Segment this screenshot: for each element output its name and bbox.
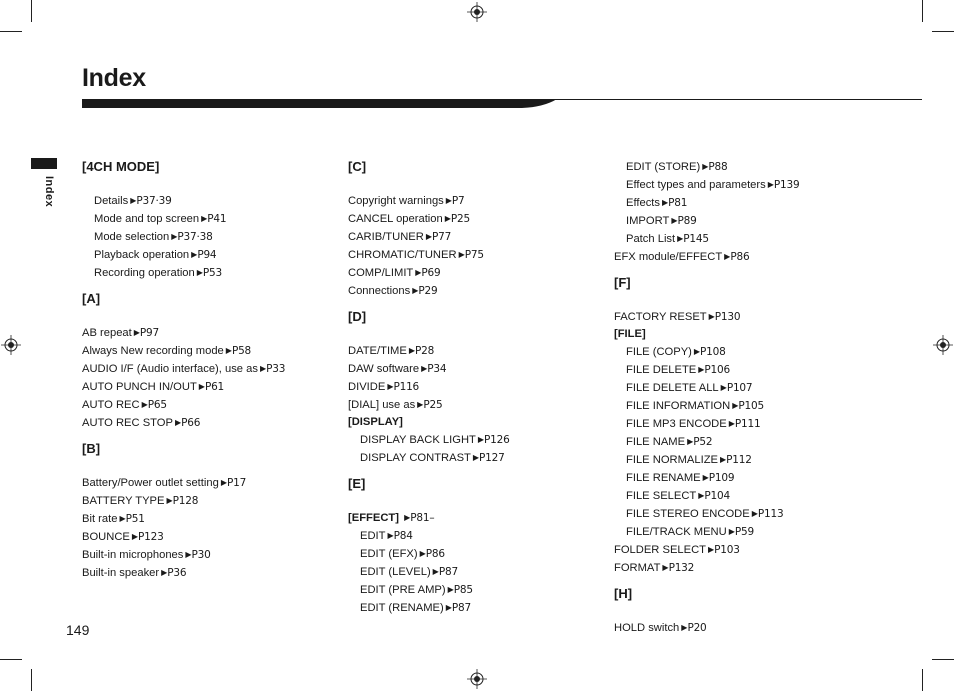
page-arrow-icon: ▶: [432, 567, 439, 576]
index-entry: [614, 194, 799, 212]
page-arrow-icon: ▶: [708, 545, 715, 554]
index-entry: [614, 505, 799, 523]
index-entry-label: AB repeat: [82, 327, 132, 339]
index-entry-label: [FILE]: [614, 328, 646, 340]
index-entry-label: FILE DELETE: [626, 364, 697, 376]
page-arrow-icon: ▶: [412, 286, 419, 295]
spacer: [82, 307, 285, 324]
index-entry-label: Bit rate: [82, 513, 118, 525]
index-entry-label: EDIT (RENAME): [360, 602, 444, 614]
spacer: [348, 492, 510, 509]
page-reference[interactable]: P77: [432, 231, 452, 243]
index-entry-label: [EFFECT]: [348, 512, 399, 524]
page-reference[interactable]: P20: [687, 622, 707, 634]
index-entry-label: CARIB/TUNER: [348, 231, 424, 243]
index-entry: [348, 192, 510, 210]
page-reference[interactable]: P53: [202, 267, 223, 279]
index-entry: [614, 230, 799, 248]
index-entry: [348, 228, 510, 246]
page-arrow-icon: ▶: [671, 216, 678, 225]
page-reference[interactable]: P112: [726, 454, 752, 466]
index-entry-label: COMP/LIMIT: [348, 267, 414, 279]
page-arrow-icon: ▶: [732, 401, 739, 410]
page-arrow-icon: ▶: [131, 532, 139, 541]
page-reference[interactable]: P145: [683, 233, 709, 245]
index-entry-label: FORMAT: [614, 562, 661, 574]
page-arrow-icon: ▶: [677, 234, 684, 243]
registration-mark-icon: [933, 335, 953, 355]
section-heading: [4CH MODE]: [82, 159, 160, 174]
index-entry: [348, 246, 510, 264]
index-entry-label: FILE NORMALIZE: [626, 454, 719, 466]
index-entry: [82, 474, 285, 492]
index-entry-label: Details: [94, 195, 129, 207]
index-entry-label: EDIT (EFX): [360, 548, 418, 560]
index-entry: [82, 378, 285, 396]
page-arrow-icon: ▶: [220, 478, 227, 487]
page-reference[interactable]: P28: [415, 345, 435, 357]
index-entry-label: BOUNCE: [82, 531, 130, 543]
page-arrow-icon: ▶: [185, 550, 192, 559]
index-entry-label: [DIAL] use as: [348, 399, 416, 411]
page-reference[interactable]: P59: [734, 526, 754, 538]
page-arrow-icon: ▶: [708, 312, 715, 321]
index-entry: [614, 212, 799, 230]
page-arrow-icon: ▶: [702, 162, 709, 171]
index-entry: [82, 528, 285, 546]
page-reference[interactable]: P108: [700, 346, 726, 358]
index-entry-label: DAW software: [348, 363, 420, 375]
section-heading: [E]: [348, 476, 366, 491]
page-arrow-icon: ▶: [728, 527, 735, 536]
index-entry-label: EDIT (PRE AMP): [360, 584, 446, 596]
page-reference[interactable]: P84: [393, 530, 413, 542]
page-arrow-icon: ▶: [477, 435, 485, 444]
page-reference[interactable]: P66: [181, 417, 201, 429]
index-entry-label: [DISPLAY]: [348, 416, 403, 428]
page-arrow-icon: ▶: [662, 563, 669, 572]
index-entry: [82, 324, 285, 342]
page-arrow-icon: ▶: [767, 180, 774, 189]
spacer: [82, 457, 285, 474]
index-entry-label: Recording operation: [94, 267, 195, 279]
page-arrow-icon: ▶: [387, 531, 394, 540]
index-entry-label: Effect types and parameters: [626, 179, 766, 191]
index-column-1: [82, 158, 285, 582]
page-reference[interactable]: P94: [197, 249, 217, 261]
index-entry: [348, 282, 510, 300]
index-entry: [82, 342, 285, 360]
index-entry: [348, 509, 510, 527]
index-entry-label: DISPLAY CONTRAST: [360, 452, 471, 464]
page-reference[interactable]: P29: [418, 285, 438, 297]
index-entry: [348, 414, 510, 431]
index-entry: [614, 379, 799, 397]
crop-mark: [932, 659, 954, 660]
index-entry-label: Playback operation: [94, 249, 190, 261]
page-arrow-icon: ▶: [698, 491, 705, 500]
page-reference[interactable]: P17: [226, 477, 247, 489]
index-entry-label: FILE (COPY): [626, 346, 692, 358]
page-arrow-icon: ▶: [447, 585, 454, 594]
page-reference[interactable]: P69: [421, 267, 441, 279]
index-entry-label: Copyright warnings: [348, 195, 444, 207]
registration-mark-icon: [1, 335, 21, 355]
page-arrow-icon: ▶: [702, 473, 709, 482]
page-arrow-icon: ▶: [687, 437, 694, 446]
page-reference[interactable]: P25: [423, 399, 443, 411]
index-entry-label: FACTORY RESET: [614, 311, 707, 323]
page-arrow-icon: ▶: [419, 549, 426, 558]
page-reference[interactable]: P104: [704, 490, 730, 502]
spacer: [348, 300, 510, 308]
spacer: [348, 325, 510, 342]
index-entry: [614, 541, 799, 559]
page-reference[interactable]: P37·39: [136, 195, 172, 207]
index-entry-label: Patch List: [626, 233, 676, 245]
index-entry: [82, 210, 285, 228]
index-entry-label: Effects: [626, 197, 660, 209]
page-arrow-icon: ▶: [662, 198, 669, 207]
spacer: [348, 467, 510, 475]
section-heading: [H]: [614, 586, 633, 601]
crop-mark: [922, 669, 923, 691]
index-entry: [614, 487, 799, 505]
page-arrow-icon: ▶: [698, 365, 705, 374]
page-reference[interactable]: P75: [464, 249, 484, 261]
crop-mark: [0, 31, 22, 32]
spacer: [614, 602, 799, 619]
page-arrow-icon: ▶: [724, 252, 731, 261]
page-arrow-icon: ▶: [720, 455, 727, 464]
page-arrow-icon: ▶: [425, 232, 432, 241]
page-arrow-icon: ▶: [404, 513, 411, 522]
spacer: [82, 432, 285, 440]
index-entry-label: EFX module/EFFECT: [614, 251, 723, 263]
page-reference[interactable]: P41: [207, 213, 227, 225]
index-entry-label: Mode and top screen: [94, 213, 200, 225]
index-entry-label: EDIT (LEVEL): [360, 566, 431, 578]
page-reference[interactable]: P111: [734, 418, 761, 430]
page-reference[interactable]: P127: [479, 452, 505, 464]
index-entry-label: FILE STEREO ENCODE: [626, 508, 750, 520]
index-entry: [348, 563, 510, 581]
page-arrow-icon: ▶: [693, 347, 701, 356]
page-reference[interactable]: P130: [714, 311, 741, 323]
page-reference[interactable]: P30: [191, 549, 211, 561]
page-reference[interactable]: P85: [453, 584, 473, 596]
index-entry-label: Built-in microphones: [82, 549, 184, 561]
page-reference[interactable]: P139: [773, 179, 800, 191]
page-arrow-icon: ▶: [119, 514, 126, 523]
spacer: [348, 175, 510, 192]
index-entry: [348, 545, 510, 563]
page-arrow-icon: ▶: [198, 382, 205, 391]
page-reference[interactable]: P34: [427, 363, 447, 375]
index-entry: [614, 308, 799, 326]
index-entry-label: EDIT (STORE): [626, 161, 701, 173]
index-entry-label: HOLD switch: [614, 622, 680, 634]
page-arrow-icon: ▶: [201, 214, 208, 223]
page-reference[interactable]: P103: [714, 544, 740, 556]
index-entry-label: FILE RENAME: [626, 472, 701, 484]
page-reference[interactable]: P123: [138, 531, 164, 543]
index-entry: [348, 449, 510, 467]
index-entry: [82, 546, 285, 564]
index-entry-label: IMPORT: [626, 215, 670, 227]
index-entry-label: EDIT: [360, 530, 386, 542]
index-entry-label: AUDIO I/F (Audio interface), use as: [82, 363, 258, 375]
page-reference[interactable]: P81–: [410, 512, 435, 524]
index-entry: [614, 559, 799, 577]
index-entry: [82, 564, 285, 582]
spacer: [614, 266, 799, 274]
page-reference[interactable]: P65: [147, 399, 167, 411]
page-reference[interactable]: P52: [693, 436, 713, 448]
page-reference[interactable]: P81: [668, 197, 688, 209]
index-entry-label: BATTERY TYPE: [82, 495, 165, 507]
crop-mark: [0, 659, 22, 660]
index-entry: [82, 396, 285, 414]
page-arrow-icon: ▶: [720, 383, 727, 392]
page-reference[interactable]: P86: [425, 548, 445, 560]
index-entry: [348, 396, 510, 414]
page-reference[interactable]: P89: [677, 215, 697, 227]
page-reference[interactable]: P128: [172, 495, 199, 507]
index-entry-label: DIVIDE: [348, 381, 386, 393]
index-entry-label: Connections: [348, 285, 411, 297]
crop-mark: [932, 31, 954, 32]
index-entry-label: CHROMATIC/TUNER: [348, 249, 457, 261]
index-entry: [614, 248, 799, 266]
index-entry-label: CANCEL operation: [348, 213, 443, 225]
page-arrow-icon: ▶: [166, 496, 173, 505]
crop-mark: [31, 669, 32, 691]
index-entry: [614, 176, 799, 194]
index-entry: [614, 343, 799, 361]
spacer: [614, 291, 799, 308]
index-entry: [614, 451, 799, 469]
page-reference[interactable]: P113: [757, 508, 784, 520]
side-tab: [31, 158, 57, 169]
page-arrow-icon: ▶: [259, 364, 267, 373]
index-entry: [614, 619, 799, 637]
registration-mark-icon: [467, 669, 487, 689]
section-heading: [C]: [348, 159, 367, 174]
index-entry: [82, 414, 285, 432]
index-entry: [348, 431, 510, 449]
page-arrow-icon: ▶: [472, 453, 480, 462]
section-heading: [A]: [82, 291, 101, 306]
index-entry: [82, 192, 285, 210]
index-entry: [348, 527, 510, 545]
page-reference[interactable]: P37·38: [177, 231, 213, 243]
index-entry-label: DATE/TIME: [348, 345, 407, 357]
index-entry: [614, 415, 799, 433]
page-arrow-icon: ▶: [196, 268, 203, 277]
page-arrow-icon: ▶: [415, 268, 422, 277]
crop-mark: [922, 0, 923, 22]
section-heading: [D]: [348, 309, 367, 324]
page-reference[interactable]: P61: [204, 381, 225, 393]
index-entry-label: FILE NAME: [626, 436, 686, 448]
index-entry-label: FOLDER SELECT: [614, 544, 707, 556]
page-reference[interactable]: P88: [708, 161, 728, 173]
index-entry: [82, 492, 285, 510]
index-entry: [348, 342, 510, 360]
page-reference[interactable]: P105: [738, 400, 764, 412]
index-entry-label: FILE INFORMATION: [626, 400, 731, 412]
section-heading: [B]: [82, 441, 101, 456]
index-entry-label: DISPLAY BACK LIGHT: [360, 434, 476, 446]
page-reference[interactable]: P126: [484, 434, 510, 446]
spacer: [82, 282, 285, 290]
page-arrow-icon: ▶: [141, 400, 148, 409]
index-entry-label: AUTO REC STOP: [82, 417, 173, 429]
page-reference[interactable]: P132: [668, 562, 695, 574]
registration-mark-icon: [467, 2, 487, 22]
index-entry-label: Battery/Power outlet setting: [82, 477, 219, 489]
index-entry: [348, 210, 510, 228]
index-entry-label: FILE MP3 ENCODE: [626, 418, 727, 430]
index-entry: [82, 510, 285, 528]
page-reference[interactable]: P106: [704, 364, 730, 376]
page-arrow-icon: ▶: [225, 346, 232, 355]
page-arrow-icon: ▶: [387, 382, 394, 391]
index-entry: [82, 228, 285, 246]
index-column-2: [348, 158, 510, 617]
page-arrow-icon: ▶: [174, 418, 182, 427]
page-arrow-icon: ▶: [417, 400, 424, 409]
page-reference[interactable]: P33: [266, 363, 286, 375]
spacer: [614, 577, 799, 585]
index-entry: [82, 360, 285, 378]
index-entry: [614, 326, 799, 343]
index-entry: [82, 264, 285, 282]
index-entry: [614, 158, 799, 176]
page-arrow-icon: ▶: [191, 250, 198, 259]
index-entry-label: FILE/TRACK MENU: [626, 526, 727, 538]
page-arrow-icon: ▶: [133, 328, 140, 337]
index-entry-label: FILE DELETE ALL: [626, 382, 719, 394]
page-reference[interactable]: P25: [450, 213, 470, 225]
index-entry: [614, 469, 799, 487]
page-reference[interactable]: P58: [231, 345, 252, 357]
index-entry-label: Mode selection: [94, 231, 170, 243]
page-reference[interactable]: P107: [726, 382, 753, 394]
page-arrow-icon: ▶: [171, 232, 178, 241]
section-heading: [F]: [614, 275, 631, 290]
index-column-3: [614, 158, 799, 637]
page-reference[interactable]: P36: [167, 567, 187, 579]
page-arrow-icon: ▶: [130, 196, 137, 205]
page-reference[interactable]: P109: [708, 472, 735, 484]
page-arrow-icon: ▶: [444, 214, 451, 223]
title-bar: [82, 99, 557, 108]
index-entry-label: AUTO REC: [82, 399, 140, 411]
index-entry: [348, 264, 510, 282]
spacer: [82, 175, 285, 192]
page-arrow-icon: ▶: [445, 196, 452, 205]
index-entry: [82, 246, 285, 264]
index-entry: [614, 361, 799, 379]
page-reference[interactable]: P97: [139, 327, 160, 339]
page-reference[interactable]: P87: [438, 566, 458, 578]
page-reference[interactable]: P7: [451, 195, 465, 207]
page-arrow-icon: ▶: [751, 509, 758, 518]
page-number: 149: [66, 622, 90, 638]
index-entry: [614, 397, 799, 415]
page-arrow-icon: ▶: [408, 346, 415, 355]
page-arrow-icon: ▶: [161, 568, 168, 577]
index-entry-label: Always New recording mode: [82, 345, 224, 357]
page-arrow-icon: ▶: [445, 603, 452, 612]
index-entry: [614, 523, 799, 541]
page-arrow-icon: ▶: [421, 364, 428, 373]
page-reference[interactable]: P116: [393, 381, 420, 393]
page-arrow-icon: ▶: [681, 623, 688, 632]
index-entry: [348, 378, 510, 396]
index-entry-label: Built-in speaker: [82, 567, 160, 579]
page-arrow-icon: ▶: [458, 250, 465, 259]
index-entry-label: AUTO PUNCH IN/OUT: [82, 381, 197, 393]
index-entry: [348, 599, 510, 617]
index-entry: [348, 581, 510, 599]
page-title: Index: [82, 64, 146, 92]
index-entry: [614, 433, 799, 451]
page-arrow-icon: ▶: [728, 419, 735, 428]
crop-mark: [31, 0, 32, 22]
index-entry: [348, 360, 510, 378]
page-reference[interactable]: P87: [451, 602, 471, 614]
side-label: Index: [43, 176, 55, 208]
page-reference[interactable]: P51: [125, 513, 145, 525]
page-reference[interactable]: P86: [730, 251, 750, 263]
index-entry-label: FILE SELECT: [626, 490, 697, 502]
